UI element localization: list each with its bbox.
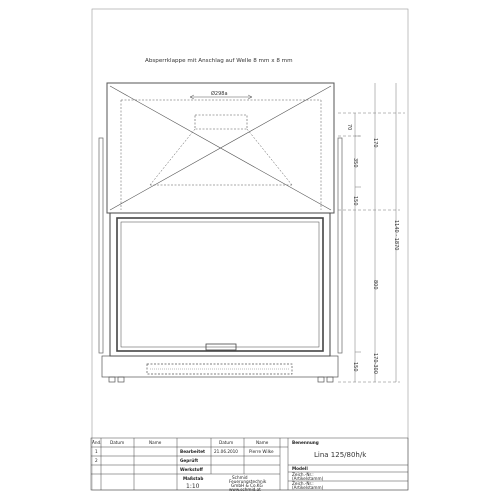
dim-170-300: 170-300 — [372, 353, 378, 374]
side-rail-left — [99, 138, 103, 353]
sheet-border — [92, 9, 408, 490]
dim-170: 170 — [372, 138, 378, 148]
dim-350: 350 — [352, 158, 358, 168]
bearbeitet-datum: 21.06.2010 — [214, 449, 238, 454]
firebox-door — [110, 213, 330, 356]
company-line-1: Schmid — [232, 475, 248, 480]
dim-1140-1870: 1140 - 1870 — [393, 220, 399, 251]
benennung-label: Benennung — [292, 440, 319, 445]
door-frame-inner — [117, 218, 323, 351]
side-rail-right — [338, 138, 342, 353]
glass-panel — [121, 222, 319, 347]
hidden-lines — [121, 100, 321, 210]
rev-header-nr: Änd. — [92, 440, 102, 445]
dim-150-bottom: 150 — [352, 362, 358, 372]
flue-collar — [195, 115, 247, 129]
meta-header-datum: Datum — [219, 440, 234, 445]
rev-row-2: 2 — [95, 458, 98, 463]
bearbeitet-label: Bearbeitet — [180, 449, 206, 454]
dim-800: 800 — [372, 280, 378, 290]
rev-header-datum: Datum — [110, 440, 125, 445]
foot-left-2 — [118, 377, 124, 382]
foot-right-2 — [327, 377, 333, 382]
base-outline — [102, 356, 338, 377]
side-rails — [99, 138, 342, 353]
rev-row-1: 1 — [95, 449, 98, 454]
company-line-4: www.schmid.at — [229, 487, 261, 492]
door-frame-outer — [110, 213, 330, 356]
geprueft-label: Geprüft — [180, 458, 199, 463]
product-name: Lina 125/80h/k — [314, 451, 367, 459]
foot-left-1 — [109, 377, 115, 382]
zeich-label-1: Zeich.-Nr.: — [292, 472, 314, 477]
company-line-3: GmbH & Co.KG — [231, 483, 263, 488]
modell-label: Modell — [292, 466, 308, 471]
zeich-label-2: Zeich.-Nr.: — [292, 481, 314, 486]
zeich-sub-1: (Artikelstamm) — [292, 476, 324, 481]
scale-label: Maßstab — [183, 476, 204, 481]
dim-70: 70 — [346, 124, 352, 131]
foot-right-1 — [318, 377, 324, 382]
werkstoff-label: Werkstoff — [180, 467, 203, 472]
scale-value: 1:10 — [186, 483, 200, 490]
dim-150-top: 150 — [352, 196, 358, 206]
base-unit — [102, 356, 338, 382]
company-line-2: Feuerungstechnik — [229, 479, 267, 484]
zeich-sub-2: (Artikelstamm) — [292, 485, 324, 490]
flue-dimension-label: Ø298a — [211, 91, 228, 97]
meta-header-name: Name — [256, 440, 269, 445]
bearbeitet-name: Pierre Wilke — [249, 449, 274, 454]
hood-assembly — [107, 83, 334, 213]
rev-header-name: Name — [149, 440, 162, 445]
drawing-heading: Absperrklappe mit Anschlag auf Welle 8 mm x 8 mm — [145, 58, 293, 64]
